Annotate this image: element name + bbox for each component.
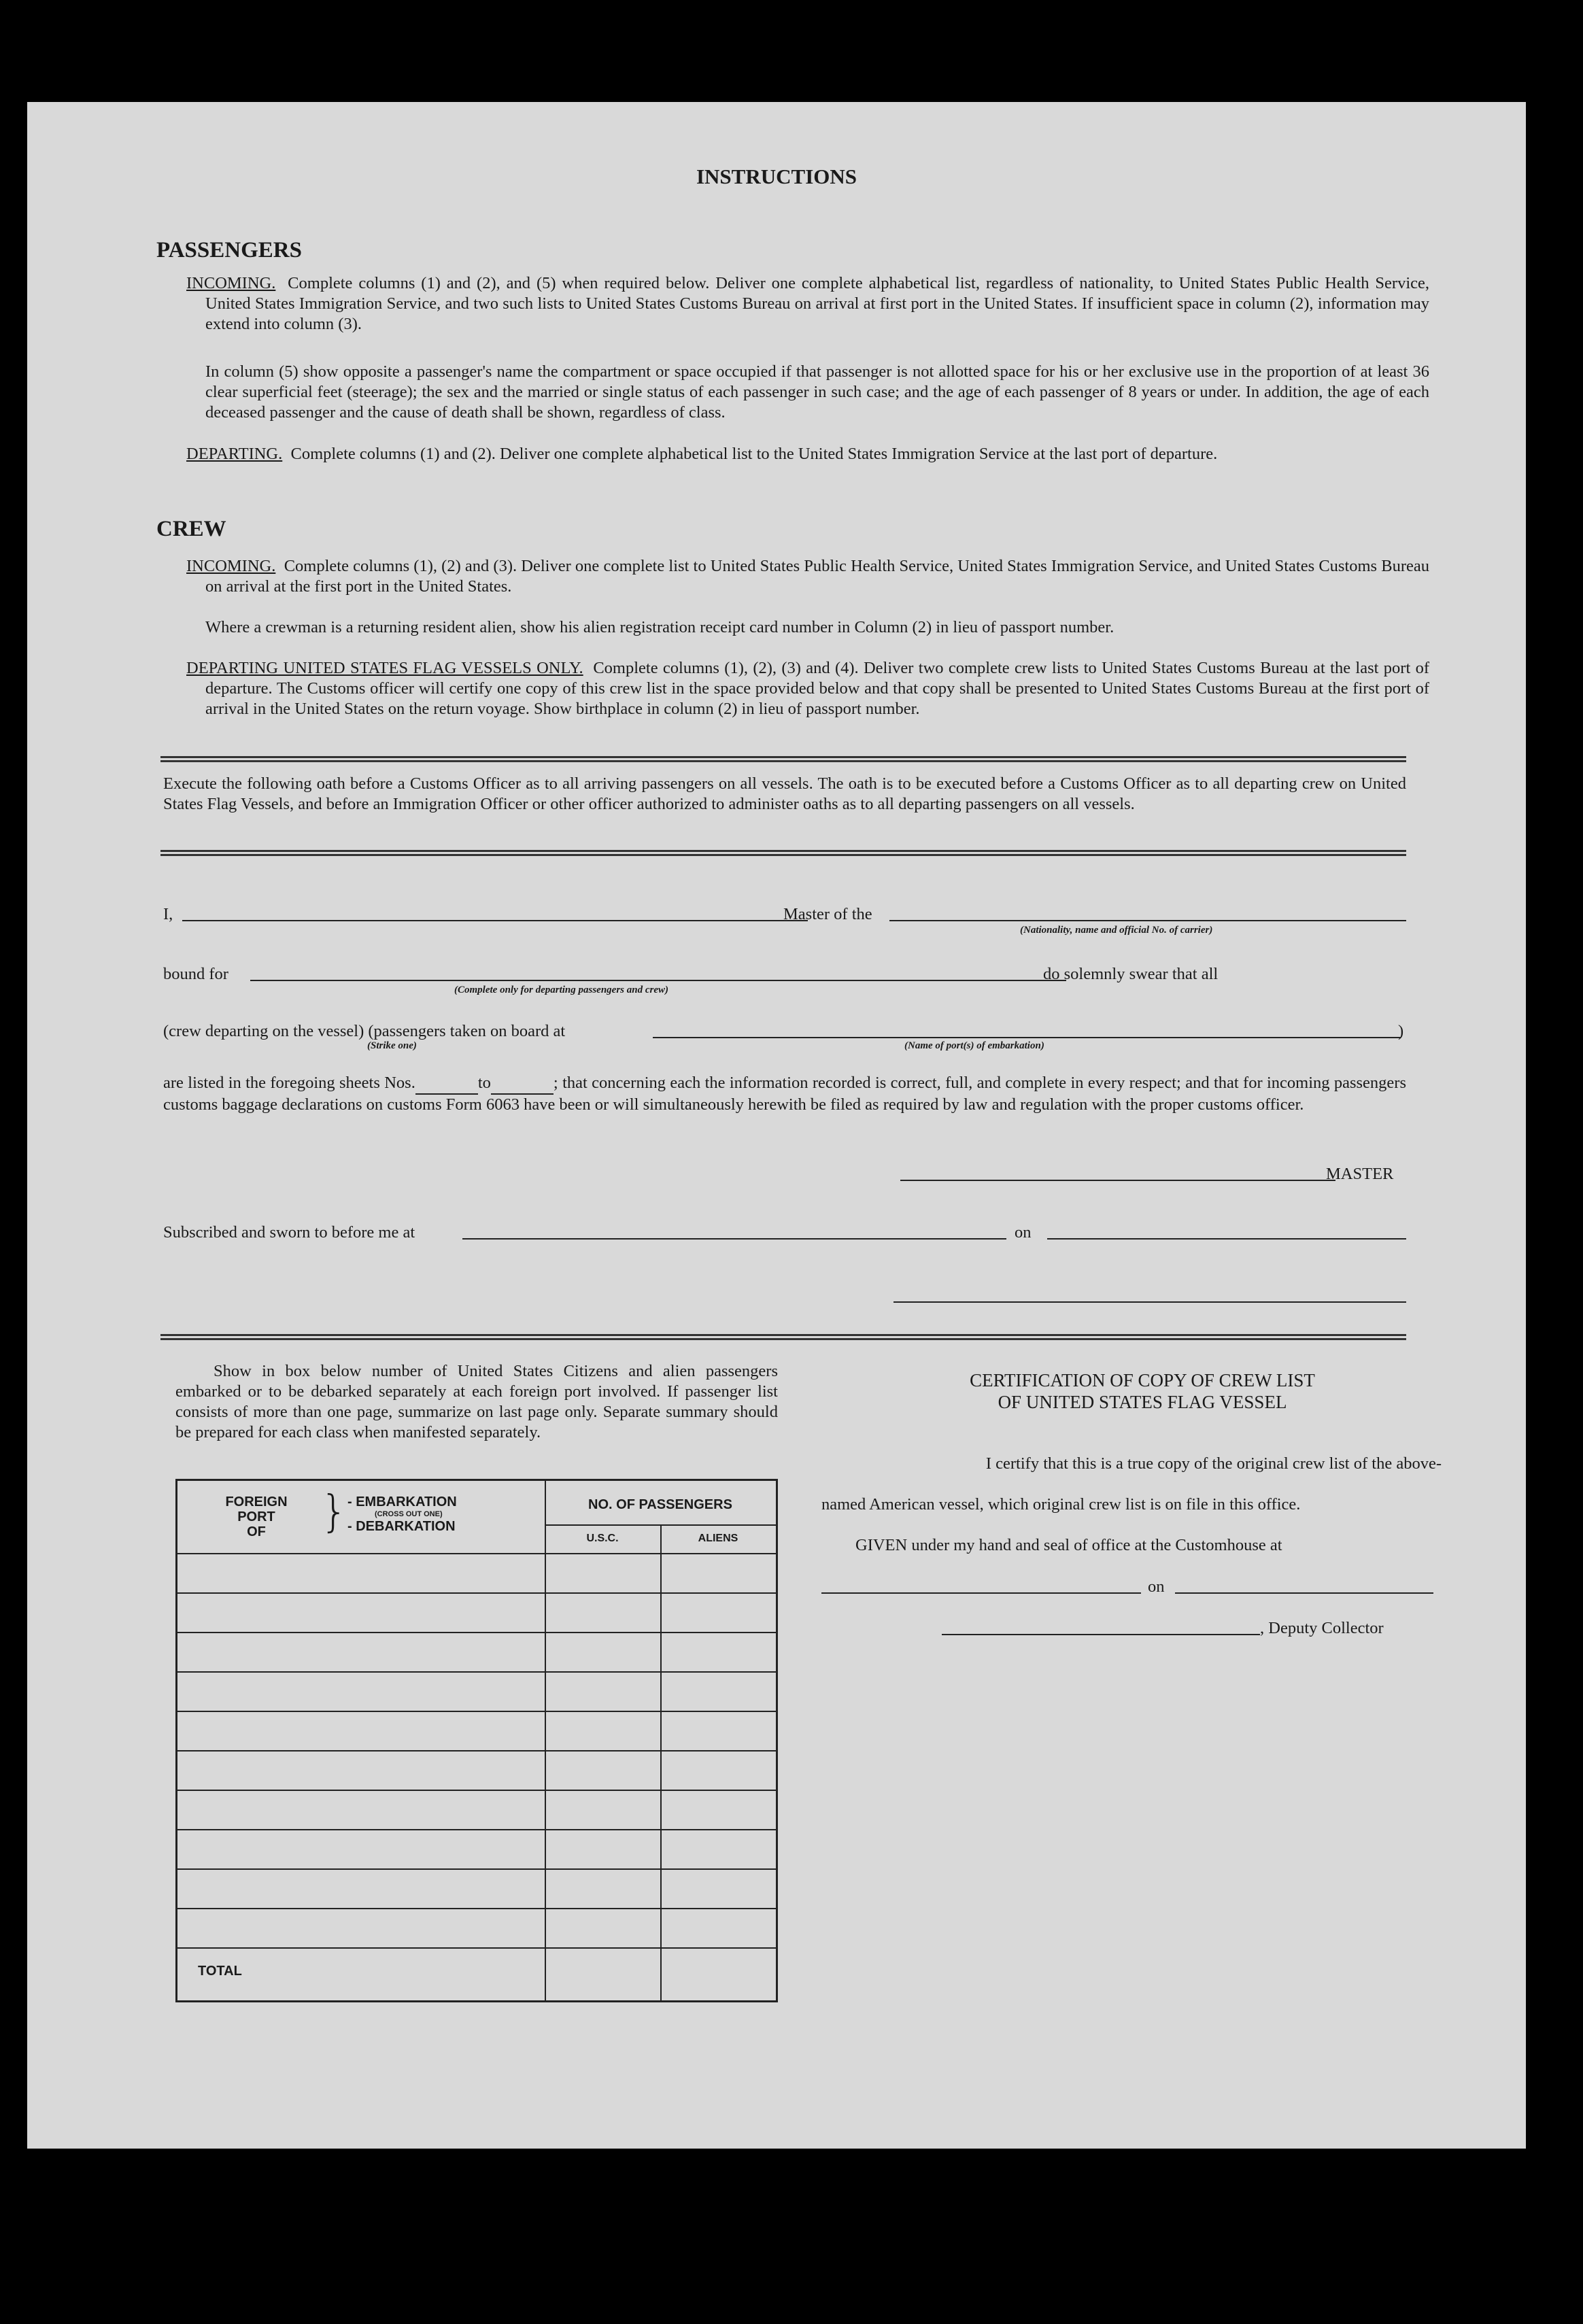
incoming-text: Complete columns (1) and (2), and (5) when required below. Deliver one complete alphabetical list, regardless of nationality, to United States Public Health Service, United States Immigration Service, and two such lists to United States Customs Bureau on arrival at first port in the United States. If insufficient space in column (2), information may extend into column (3).: [205, 274, 1430, 333]
incoming-label: INCOMING.: [186, 274, 276, 292]
crew-departing: [186, 658, 1429, 719]
usc-header: U.S.C.: [586, 1533, 619, 1544]
table-divider: [545, 1481, 546, 2000]
close-paren: ): [1398, 1022, 1404, 1040]
subscribed-on: on: [1015, 1223, 1032, 1242]
certification-line1: I certify that this is a true copy of the original crew list of the above-: [985, 1454, 1442, 1473]
table-row: [177, 1790, 776, 1791]
port-caption: (Name of port(s) of embarkation): [904, 1040, 1044, 1051]
table-divider: [660, 1524, 662, 2000]
departing-text: Complete columns (1) and (2). Deliver one complete alphabetical list to the United States Immigration Service at the last port of departure.: [290, 445, 1218, 463]
swear-text: do solemnly swear that all: [1043, 965, 1219, 983]
certification-date-line[interactable]: [1175, 1592, 1433, 1594]
officer-signature-line[interactable]: [893, 1301, 1406, 1303]
form-page: [27, 102, 1526, 2149]
foreign-port-of: [216, 1494, 297, 1539]
certification-title-line1: CERTIFICATION OF COPY OF CREW LIST: [970, 1370, 1315, 1390]
sheet-to-line[interactable]: [491, 1073, 554, 1095]
table-row: [177, 1711, 776, 1712]
certification-line2: named American vessel, which original crew list is on file in this office.: [821, 1495, 1301, 1514]
divider: [160, 1334, 1406, 1340]
foreign-label: FOREIGN: [225, 1494, 288, 1509]
carrier-line[interactable]: [889, 920, 1406, 921]
master-name-line[interactable]: [182, 920, 808, 921]
table-row: [177, 1592, 776, 1594]
table-row: [177, 1829, 776, 1830]
table-row: [177, 1671, 776, 1673]
bound-caption: (Complete only for departing passengers and crew): [454, 985, 668, 995]
aliens-header: ALIENS: [698, 1533, 738, 1544]
listed-b: ; that concerning each the information recorded is correct, full, and complete in every respect; and that for incoming passengers customs baggage declarations on customs Form 6063 have been or will simultaneously herewith be filed as required by law and regulation with the proper customs officer.: [163, 1074, 1406, 1114]
crew-departing-text: Complete columns (1), (2), (3) and (4). Deliver two complete crew lists to United States Customs Bureau at the last port of departure. The Customs officer will certify one copy of this crew list in the space provided below and that copy shall be presented to United States Customs Bureau at the first port of arrival in the United States on the return voyage. Show birthplace in column (2) in lieu of passport number.: [205, 659, 1429, 718]
subscribed-text: Subscribed and sworn to before me at: [163, 1223, 415, 1242]
listed-a: are listed in the foregoing sheets Nos.: [163, 1074, 415, 1092]
embarkation-option[interactable]: - EMBARKATION: [347, 1494, 457, 1509]
sheet-from-line[interactable]: [415, 1073, 478, 1095]
table-row: [177, 1908, 776, 1909]
embark-debark-options: [347, 1494, 457, 1534]
subscribed-date-line[interactable]: [1047, 1238, 1406, 1240]
total-label: TOTAL: [198, 1964, 242, 1979]
crew-incoming-label: INCOMING.: [186, 557, 276, 575]
certification-title: [843, 1369, 1442, 1413]
of-label: OF: [247, 1524, 266, 1539]
passengers-heading: PASSENGERS: [156, 238, 302, 262]
table-row: [177, 1632, 776, 1633]
customhouse-line[interactable]: [821, 1592, 1141, 1594]
strike-one-caption: (Strike one): [367, 1040, 417, 1051]
crew-departing-label: DEPARTING UNITED STATES FLAG VESSELS ONLY.: [186, 659, 583, 677]
crew-incoming: [186, 556, 1430, 597]
table-divider: [545, 1524, 776, 1526]
bound-for: bound for: [163, 965, 228, 983]
port-label: PORT: [237, 1509, 275, 1524]
crew-incoming-text: Complete columns (1), (2) and (3). Deliver one complete list to United States Public Health Service, United States Immigration Service, and United States Customs Bureau on arrival at the first port in the United States.: [205, 557, 1430, 596]
departing-label: DEPARTING.: [186, 445, 283, 463]
oath-i: I,: [163, 905, 173, 923]
table-row: [177, 1868, 776, 1870]
master-label: MASTER: [1326, 1165, 1394, 1183]
passengers-column5: In column (5) show opposite a passenger's name the compartment or space occupied if that passenger is not allotted space for his or her exclusive use in the proportion of at least 36 clear superficial feet (steerage); the sex and the married or single status of each passenger in such case; and the age of each passenger of 8 years or under. In addition, the age of each deceased passenger and the cause of death shall be shown, regardless of class.: [205, 362, 1429, 422]
table-row: [177, 1750, 776, 1751]
page-title: INSTRUCTIONS: [696, 165, 857, 188]
destination-line[interactable]: [250, 980, 1066, 981]
crew-departing-text: (crew departing on the vessel) (passengers taken on board at: [163, 1022, 566, 1040]
header-bottom-rule: [177, 1553, 776, 1554]
listed-to: to: [477, 1074, 491, 1092]
master-signature-line[interactable]: [900, 1180, 1335, 1181]
crew-resident: Where a crewman is a returning resident alien, show his alien registration receipt card number in Column (2) in lieu of passport number.: [205, 618, 1114, 636]
cross-out-note: (CROSS OUT ONE): [375, 1510, 443, 1518]
crew-heading: CREW: [156, 517, 226, 541]
brace-icon: }: [320, 1487, 348, 1537]
deputy-collector: , Deputy Collector: [1260, 1619, 1384, 1637]
subscribed-place-line[interactable]: [462, 1238, 1006, 1240]
table-row: [177, 1947, 776, 1949]
carrier-caption: (Nationality, name and official No. of carrier): [1020, 925, 1213, 936]
listed-paragraph: [163, 1073, 1406, 1115]
master-of-the: Master of the: [783, 905, 872, 923]
passengers-incoming: [186, 273, 1430, 335]
embarkation-port-line[interactable]: [653, 1037, 1401, 1038]
certification-on: on: [1148, 1577, 1165, 1596]
deputy-signature-line[interactable]: [942, 1634, 1260, 1635]
summary-instructions: Show in box below number of United States Citizens and alien passengers embarked or to be debarked separately at each foreign port involved. If passenger list consists of more than one page, summarize on last page only. Separate summary should be prepared for each class when manifested separately.: [175, 1362, 778, 1441]
no-passengers-header: NO. OF PASSENGERS: [588, 1497, 732, 1512]
debarkation-option[interactable]: - DEBARKATION: [347, 1519, 456, 1534]
oath-intro: Execute the following oath before a Customs Officer as to all arriving passengers on all vessels. The oath is to be executed before a Customs Officer as to all departing crew on United States Flag Vessels, and before an Immigration Officer or other officer authorized to administer oaths as to all departing passengers on all vessels.: [163, 774, 1406, 813]
certification-line3: GIVEN under my hand and seal of office at the Customhouse at: [855, 1536, 1282, 1554]
certification-title-line2: OF UNITED STATES FLAG VESSEL: [998, 1392, 1287, 1412]
divider: [160, 850, 1406, 856]
passenger-summary-table: [175, 1479, 778, 2002]
divider: [160, 756, 1406, 762]
passengers-departing: [186, 444, 1429, 464]
